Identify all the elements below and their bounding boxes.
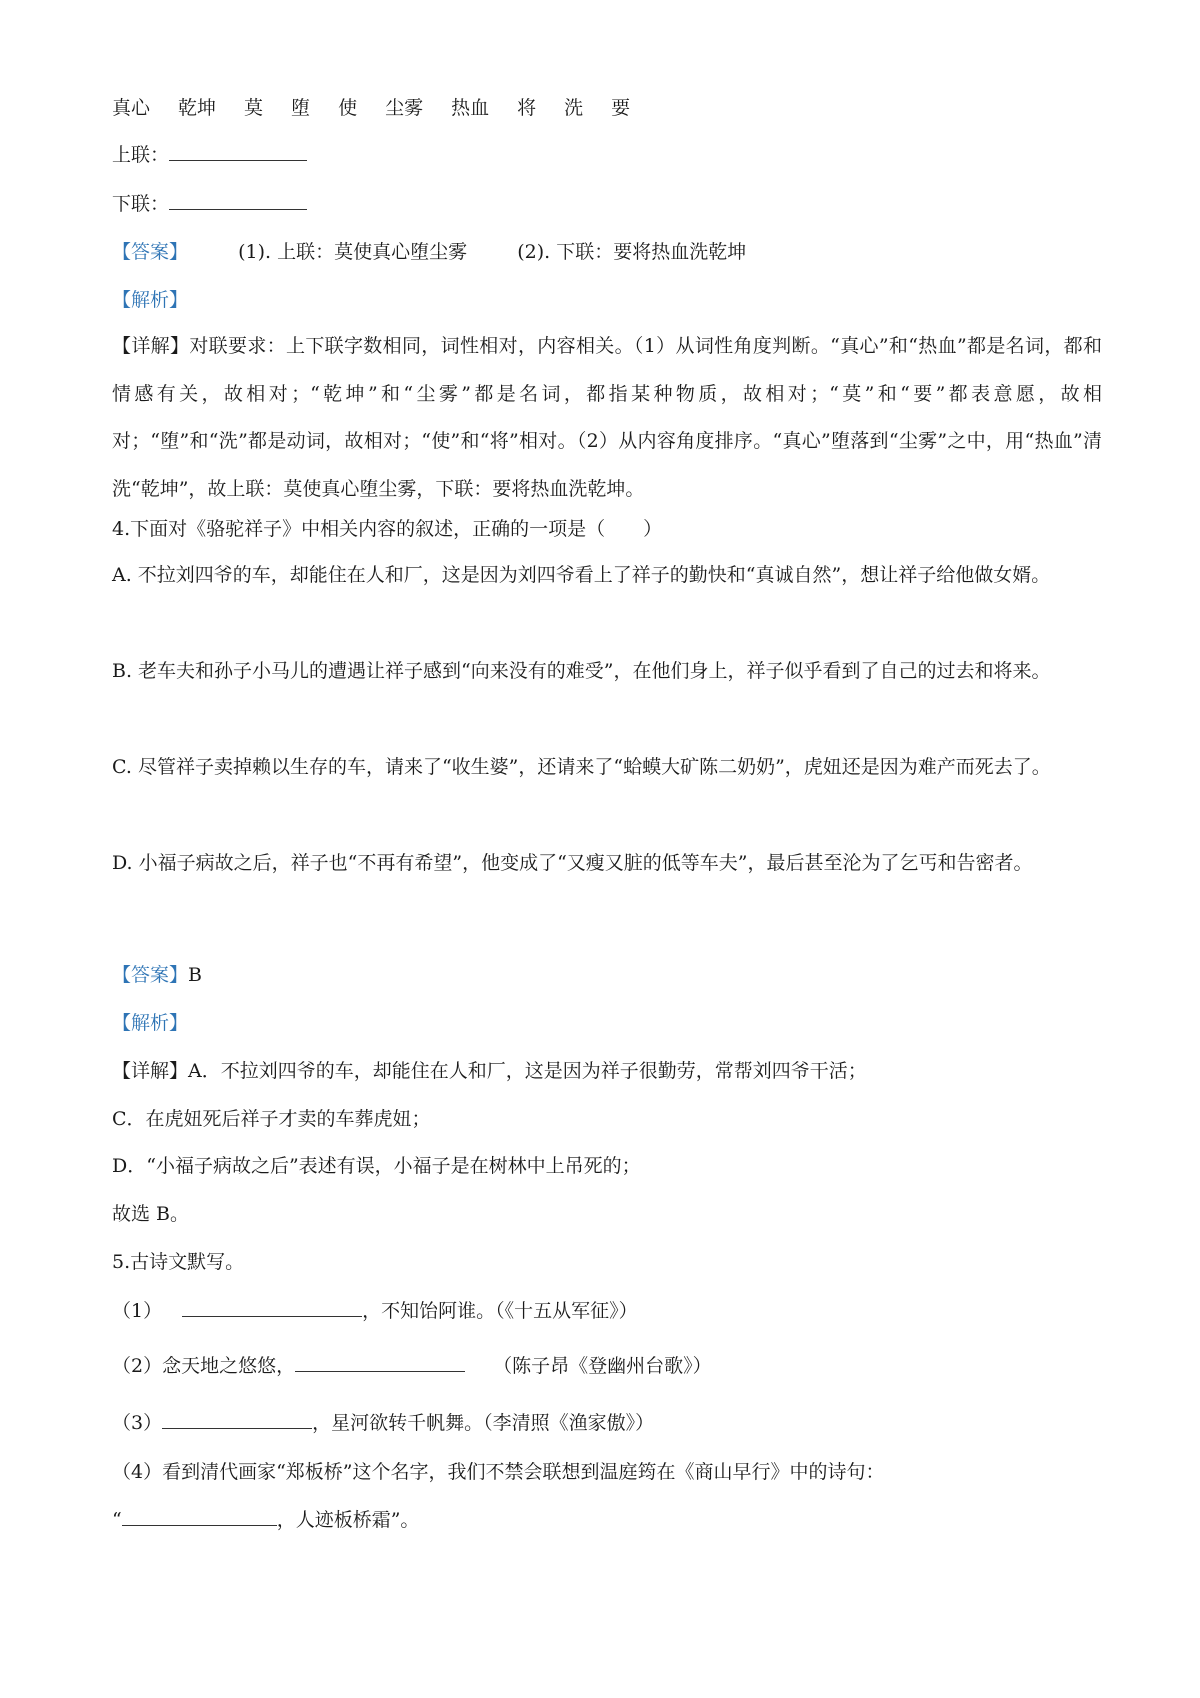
open-quote: “ [112,1509,122,1531]
item-1-blank[interactable] [182,1298,362,1317]
item-3-text: ，星河欲转千帆舞。（李清照《渔家傲》） [312,1412,655,1434]
q4-detail-line: D．“小福子病故之后”表述有误，小福子是在树林中上吊死的； [112,1155,641,1177]
lower-label: 下联： [112,193,170,215]
q3-detail [112,323,1102,513]
item-number: （3） [112,1412,163,1434]
q4-detail-line: C．在虎妞死后祥子才卖的车葬虎妞； [112,1108,431,1130]
q4-option-d: D. 小福子病故之后，祥子也“不再有希望”，他变成了“又瘦又脏的低等车夫”，最后甚至沦为了乞丐和告密者。 [112,852,1033,874]
item-4-blank[interactable] [122,1507,277,1526]
lower-line [112,190,1102,218]
upper-blank[interactable] [169,142,307,161]
word-bank-item: 热血 [451,97,490,119]
word-bank-item: 洗 [564,97,584,119]
q4-option-c: C. 尽管祥子卖掉赖以生存的车，请来了“收生婆”，还请来了“蛤蟆大矿陈二奶奶”，虎妞还是因为难产而死去了。 [112,756,1051,778]
q5-item-3 [112,1409,1102,1437]
q5-item-4-continued [112,1506,1102,1534]
q5-stem: 5.古诗文默写。 [112,1251,245,1273]
q5-item-4: （4）看到清代画家“郑板桥”这个名字，我们不禁会联想到温庭筠在《商山早行》中的诗句： [112,1461,885,1483]
word-bank-item: 尘雾 [385,97,424,119]
answer-tag: 【答案】 [112,241,189,263]
answer-part-2: (2). 下联：要将热血洗乾坤 [517,241,747,263]
upper-line [112,141,1102,169]
item-4-text: ，人迹板桥霜”。 [276,1509,420,1531]
q5-item-2 [112,1352,1102,1380]
detail-text: 对联要求：上下联字数相同，词性相对，内容相关。（1）从词性角度判断。“真心”和“热血”都是名词，都和情感有关，故相对；“乾坤”和“尘雾”都是名词，都指某种物质，故相对；“莫”和“要”都表意愿，故相对；“堕”和“洗”都是动词，故相对；“使”和“将”相对。（2）从内容角度排序。“真心”堕落到“尘雾”之中，用“热血”清洗“乾坤”，故上联：莫使真心堕尘雾，下联：要将热血洗乾坤。 [112,335,1102,500]
q3-analysis-tag: 【解析】 [112,289,189,311]
item-number: （1） [112,1300,163,1322]
answer-tag: 【答案】 [112,964,189,986]
item-1-text: ，不知饴阿谁。（《十五从军征》） [362,1300,638,1322]
q4-detail-line: 故选 B。 [112,1203,190,1225]
item-3-blank[interactable] [162,1410,312,1429]
word-bank-item: 要 [611,97,631,119]
q4-analysis-tag: 【解析】 [112,1012,189,1034]
word-bank-item: 真心 [112,97,151,119]
item-2-blank[interactable] [295,1353,465,1372]
upper-label: 上联： [112,144,170,166]
answer-value: B [188,964,202,986]
word-bank-item: 堕 [291,97,311,119]
word-bank-item: 莫 [244,97,264,119]
q3-answer [112,238,1102,266]
item-2-text: （2）念天地之悠悠， [112,1355,296,1377]
detail-text: A．不拉刘四爷的车，却能住在人和厂，这是因为祥子很勤劳，常帮刘四爷干活； [188,1060,867,1082]
q4-option-b: B. 老车夫和孙子小马儿的遭遇让祥子感到“向来没有的难受”，在他们身上，祥子似乎看到了自己的过去和将来。 [112,660,1051,682]
q4-answer [112,961,1102,989]
detail-tag: 【详解】 [112,335,190,357]
q5-item-1 [112,1297,1102,1325]
q4-option-a: A. 不拉刘四爷的车，却能住在人和厂，这是因为刘四爷看上了祥子的勤快和“真诚自然”，想让祥子给他做女婿。 [112,564,1051,586]
answer-part-1: (1). 上联：莫使真心堕尘雾 [238,241,468,263]
lower-blank[interactable] [169,191,307,210]
word-bank [112,94,1102,122]
q4-detail-line [112,1057,1102,1085]
q4-stem: 4.下面对《骆驼祥子》中相关内容的叙述，正确的一项是（ ） [112,518,663,540]
word-bank-item: 使 [338,97,358,119]
detail-tag: 【详解】 [112,1060,189,1082]
item-2-source: （陈子昂《登幽州台歌》） [493,1355,712,1377]
word-bank-item: 乾坤 [178,97,217,119]
word-bank-item: 将 [517,97,537,119]
